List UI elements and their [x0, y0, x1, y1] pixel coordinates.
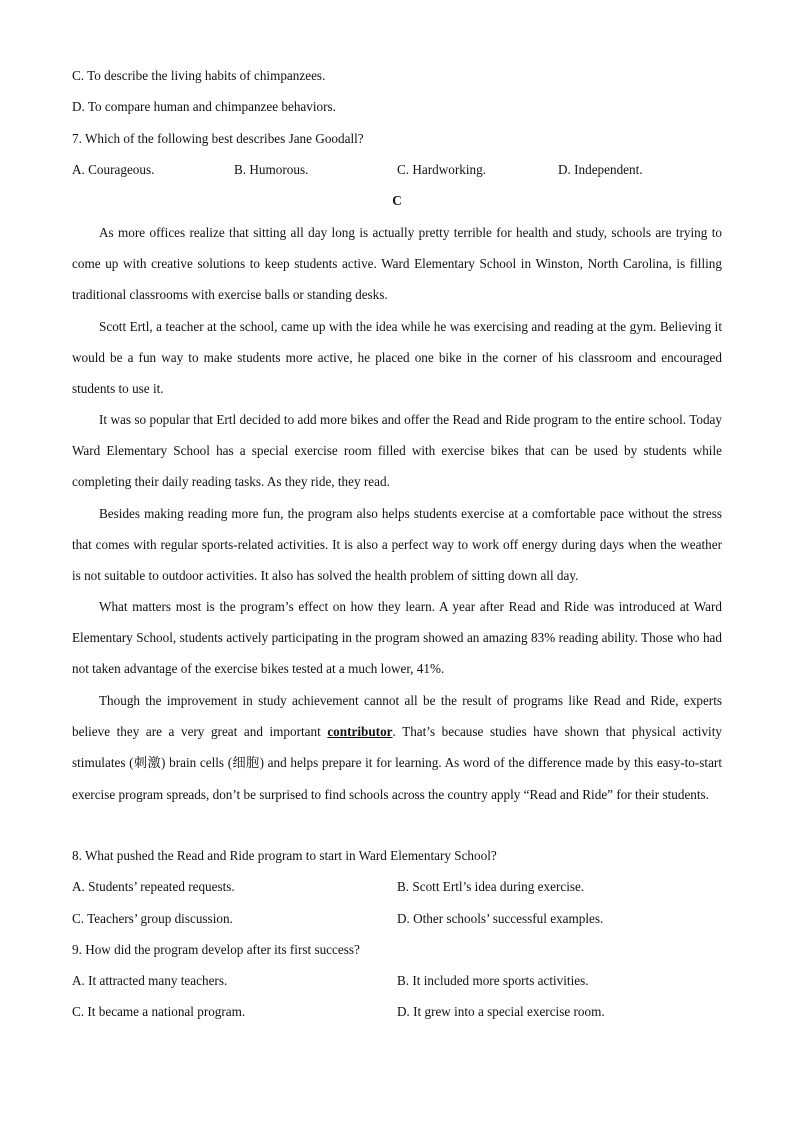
q7-option-b: B. Humorous.: [234, 162, 309, 177]
passage-paragraph-4: Besides making reading more fun, the program also helps students exercise at a comfortable pace without the stress that comes with regular sports-related activities. It is also a perfect way to work off energy during days when the weather is not suitable to outdoor activities. It also has solved the health problem of sitting down all day.: [72, 506, 722, 584]
q8-option-a: A. Students’ repeated requests.: [72, 879, 235, 894]
p6-text-before: Though the improvement in study achievement cannot all be the result of programs like Read and Ride, experts believe they are a very great and important: [72, 693, 722, 740]
q8-option-b: B. Scott Ertl’s idea during exercise.: [397, 879, 585, 894]
q7-option-c: C. Hardworking.: [397, 162, 487, 177]
p6-text-after: . That’s because studies have shown that physical activity stimulates (刺激) brain cells (细胞) and helps prepare it for learning. As word of the difference made by this easy-to-start exercise program spreads, don’t be surprised to find schools across the country apply “Read and Ride” for their students.: [72, 724, 722, 802]
passage-paragraph-6: [72, 685, 722, 810]
q6-option-d: D. To compare human and chimpanzee behaviors.: [72, 99, 336, 114]
q8-option-d: D. Other schools’ successful examples.: [397, 911, 604, 926]
q7-stem: 7. Which of the following best describes Jane Goodall?: [72, 131, 364, 146]
q9-option-d: D. It grew into a special exercise room.: [397, 1004, 605, 1019]
passage-paragraph-2: Scott Ertl, a teacher at the school, came up with the idea while he was exercising and reading at the gym. Believing it would be a fun way to make students more active, he placed one bike in the corner of his classroom and encouraged students to use it.: [72, 319, 722, 397]
q7-option-a: A. Courageous.: [72, 162, 155, 177]
section-label: C: [392, 193, 402, 208]
q6-option-c: C. To describe the living habits of chimpanzees.: [72, 68, 326, 83]
q9-option-b: B. It included more sports activities.: [397, 973, 589, 988]
q8-stem: 8. What pushed the Read and Ride program to start in Ward Elementary School?: [72, 848, 497, 863]
passage-paragraph-3: It was so popular that Ertl decided to add more bikes and offer the Read and Ride program to the entire school. Today Ward Elementary School has a special exercise room filled with exercise bikes that can be used by students while completing their daily reading tasks. As they ride, they read.: [72, 412, 722, 490]
q9-option-a: A. It attracted many teachers.: [72, 973, 228, 988]
q9-stem: 9. How did the program develop after its first success?: [72, 942, 360, 957]
q8-option-c: C. Teachers’ group discussion.: [72, 911, 233, 926]
passage-paragraph-1: As more offices realize that sitting all day long is actually pretty terrible for health and study, schools are trying to come up with creative solutions to keep students active. Ward Elementary School in Winston, North Carolina, is filling traditional classrooms with exercise balls or standing desks.: [72, 225, 722, 303]
keyword-contributor: contributor: [327, 724, 393, 740]
q9-option-c: C. It became a national program.: [72, 1004, 246, 1019]
q7-option-d: D. Independent.: [558, 162, 643, 177]
passage-paragraph-5: What matters most is the program’s effect on how they learn. A year after Read and Ride was introduced at Ward Elementary School, students actively participating in the program showed an amazing 83% reading ability. Those who had not taken advantage of the exercise bikes tested at a much lower, 41%.: [72, 599, 722, 677]
